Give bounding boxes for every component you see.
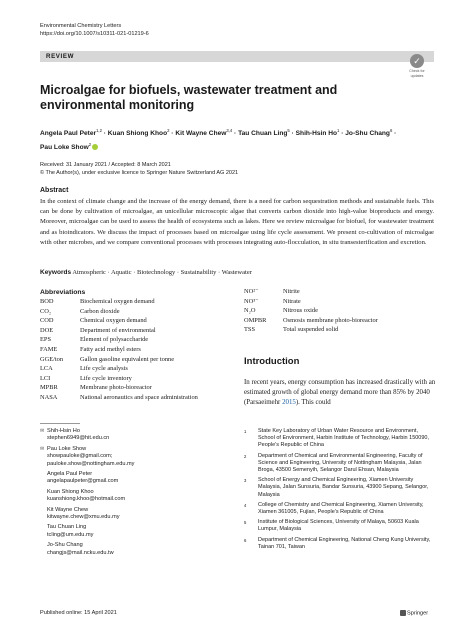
abbreviation-row (244, 316, 378, 326)
check-updates-icon: ✓ (410, 54, 424, 68)
author-affiliation-sup: 5 (287, 128, 290, 133)
envelope-icon: ✉ (40, 428, 45, 434)
contact-email[interactable]: angelapaulpeter@gmail.com (47, 478, 119, 485)
abbreviation-def: Biochemical oxygen demand (80, 298, 155, 305)
affiliation-text: College of Chemistry and Chemical Engineering, Xiamen University, Xiamen 361005, Fujian, People’s Republic of China (258, 501, 424, 516)
article-type-band (40, 51, 434, 62)
abbreviation-term: LCI (40, 374, 51, 382)
citation-link[interactable]: 2015 (282, 399, 296, 407)
check-for-updates-badge[interactable] (404, 54, 430, 80)
contacts-divider (40, 423, 80, 424)
abbreviation-row (40, 297, 198, 307)
affiliation-entry (244, 519, 434, 533)
author-list: Angela Paul Peter$^{1,2}$ · Kuan Shiong Khoo$^2$ · Kit Wayne Chew$^{3,4}$ · Tau Chuan Ling$^5$ · Shih-Hsin $Ho^1 \cdot Jo-Shu$ Chang$^6$ · Pau Loke Show$^2$ (40, 128, 397, 151)
abbreviation-term: COD (40, 317, 54, 325)
abbreviation-row (40, 316, 198, 326)
abbreviation-def: National aeronautics and space administration (80, 393, 198, 401)
affiliation-number: 1 (244, 429, 247, 434)
doi-link[interactable]: https://doi.org/10.1007/s10311-021-01219-6 (40, 31, 149, 37)
affiliation-number: 3 (244, 478, 247, 484)
abbreviation-row (244, 306, 378, 316)
affiliation-entry (244, 537, 434, 551)
author-name[interactable]: Tau Chuan Ling (238, 130, 288, 138)
affiliation-entry (244, 477, 434, 499)
abbreviation-term: NO²⁻ (244, 288, 259, 295)
abbreviation-term: MPBR (40, 384, 58, 392)
abbreviation-row (40, 355, 198, 365)
abbreviation-row (244, 325, 378, 335)
contact-email[interactable]: kitwayne.chew@xmu.edu.my (47, 514, 120, 521)
affiliation-text: School of Energy and Chemical Engineering, Xiamen University Malaysia, Jalan Sunsuria, Bandar Sunsuria, 43900 Sepang, Selangor, Malaysia (258, 477, 429, 498)
contact-name: Pau Loke Show (47, 445, 87, 452)
copyright-line: © The Author(s), under exclusive licence to Springer Nature Switzerland AG 2021 (40, 170, 239, 176)
abbreviation-def: Fatty acid methyl esters (80, 345, 141, 353)
affiliation-entry (244, 453, 434, 475)
contact-email[interactable]: showpauloke@gmail.com; pauloke.show@nottingham.edu.my (47, 453, 135, 467)
author-name[interactable]: Kit Wayne Chew (175, 130, 227, 138)
abbreviation-row (244, 287, 378, 297)
abbreviations-heading: Abbreviations (40, 289, 86, 296)
abbreviations-left-column (40, 297, 198, 403)
journal-name: Environmental Chemistry Letters (40, 23, 122, 29)
affiliation-number: 5 (244, 520, 247, 526)
abbreviation-def: Chemical oxygen demand (80, 317, 147, 325)
author-name[interactable]: Shih-Hsin Ho (295, 130, 338, 138)
contact-name: Kuan Shiong Khoo (47, 488, 94, 495)
affiliation-text: Institute of Biological Sciences, University of Malaya, 50603 Kuala Lumpur, Malaysia (258, 519, 419, 533)
abbreviation-term: CO₂ (40, 307, 52, 315)
abbreviation-term: NO³⁻ (244, 297, 259, 305)
contact-name: Tau Chuan Ling (47, 524, 87, 531)
abbreviation-row (40, 393, 198, 403)
contact-name: Shih-Hsin Ho (47, 428, 80, 434)
abstract-heading: Abstract (40, 187, 69, 194)
contact-email[interactable]: kuanshiong.khoo@hotmail.com (47, 496, 126, 503)
keywords-label: Keywords (40, 269, 72, 276)
abbreviation-row (40, 326, 198, 336)
abbreviation-def: Department of environmental (80, 326, 156, 334)
article-type-label: REVIEW (46, 52, 75, 60)
abbreviation-def: Nitrite (283, 288, 300, 295)
abbreviation-row (40, 335, 198, 345)
abbreviation-term: OMPBR (244, 316, 267, 324)
abbreviation-def: Nitrous oxide (283, 307, 318, 315)
abbreviations-right-column (244, 287, 378, 335)
abbreviation-def: Gallon gasoline equivalent per tonne (80, 355, 175, 363)
affiliation-text: Department of Chemical and Environmental Engineering, Faculty of Science and Engineering, University of Nottingham Malaysia, Jalan Broga, 43500 Semenyih, Selangor Darul Ehsan, Malaysia (258, 452, 423, 474)
keywords-list: Atmospheric · Aquatic · Biotechnology · Sustainability · Wastewater (72, 269, 252, 276)
affiliation-text: Department of Chemical Engineering, National Cheng Kung University, Tainan 701, Taiwan (258, 536, 431, 550)
contact-entry (40, 471, 230, 486)
affiliation-text: State Key Laboratory of Urban Water Resource and Environment, School of Environment, Harbin Institute of Technology, Harbin 150090, People’s Republic of China (258, 428, 430, 449)
abbreviation-term: TSS (244, 326, 256, 334)
abbreviation-def: Life cycle inventory (80, 374, 132, 382)
author-name[interactable]: Angela Paul Peter (40, 130, 97, 138)
orcid-icon[interactable] (92, 144, 98, 150)
abbreviation-row (40, 364, 198, 374)
contact-name: Jo-Shu Chang (47, 542, 83, 549)
contact-entry (40, 489, 230, 504)
affiliation-number: 6 (244, 537, 247, 543)
received-accepted: Received: 31 January 2021 / Accepted: 8 March 2021 (40, 162, 171, 168)
published-date: Published online: 15 April 2021 (40, 610, 117, 616)
abbreviation-term: EPS (40, 336, 52, 344)
abbreviation-def: Life cycle analysis (80, 365, 128, 373)
contact-email[interactable]: tcling@um.edu.my (47, 531, 94, 538)
publisher-mark (400, 610, 428, 616)
abbreviation-row (244, 297, 378, 307)
check-updates-line2: updates (410, 74, 424, 79)
contact-entry (40, 507, 230, 522)
abbreviation-term: DOE (40, 326, 54, 334)
abbreviation-def: Membrane photo-bioreactor (80, 384, 152, 392)
abbreviation-row (40, 307, 198, 317)
contact-list (40, 428, 230, 560)
affiliation-number: 4 (244, 502, 247, 508)
abbreviation-term: LCA (40, 365, 53, 373)
article-dates (40, 161, 238, 177)
contact-entry (40, 542, 230, 557)
abbreviation-row (40, 374, 198, 384)
contact-email[interactable]: changjs@mail.ncku.edu.tw (47, 549, 114, 556)
introduction-heading: Introduction (244, 356, 300, 367)
author-name[interactable]: Kuan Shiong Khoo (107, 130, 168, 138)
abbreviation-def: Carbon dioxide (80, 307, 120, 315)
affiliation-entry (244, 502, 434, 516)
abbreviation-def: Element of polysaccharide (80, 336, 149, 344)
contact-entry (40, 524, 230, 539)
article-title: Microalgae for biofuels, wastewater treatment and environmental monitoring (40, 83, 338, 112)
check-updates-line1: Check for (409, 69, 425, 73)
abbreviation-def: Osmosis membrane photo-bioreactor (283, 316, 378, 324)
author-affiliation-sup: 1,2 (96, 128, 102, 133)
abbreviation-term: GGE/ton (40, 355, 64, 363)
author-name[interactable]: Pau Loke Show (40, 143, 89, 151)
abstract-text: In the context of climate change and the increase of the energy demand, there is a need for carbon sequestration methods and sustainable fuels. This can be done by cultivation of microalgae, an unicellular microscopic algae that converts carbon dioxide into high-value bioproducts and energy. Moreover, microalgae can be used to assess the health of ecosystems such as lakes. Here we review microalgae for biofuel, for wastewater treatment and as bioindicators. We discuss the impact of processes based on microalgae using life cycle assessment. We present co-cultivation of microalgae with other microbes, and we compare conventional processes with processes integrating auto-flocculation, in situ transesterification and excretion. (40, 198, 434, 246)
abbreviation-term: FAME (40, 345, 58, 353)
contact-email[interactable]: stephen6949@hit.edu.cn (47, 435, 110, 442)
abbreviation-term: BOD (40, 298, 54, 305)
author-affiliation-sup: 6 (389, 128, 393, 133)
journal-header (40, 22, 149, 38)
author-name[interactable]: Jo-Shu Chang (345, 130, 390, 138)
affiliation-number: 2 (244, 453, 247, 459)
springer-logo-icon (400, 610, 406, 616)
abbreviation-def: Nitrate (283, 297, 301, 305)
contact-entry (40, 446, 230, 468)
contact-name: Angela Paul Peter (47, 471, 93, 478)
author-affiliation-sup: 3,4 (226, 128, 233, 133)
contact-entry (40, 428, 230, 443)
keywords (40, 269, 434, 276)
abbreviation-term: NASA (40, 393, 58, 401)
abbreviation-term: N₂O (244, 307, 256, 315)
affiliation-entry (244, 428, 434, 450)
publisher-name: Springer (407, 610, 429, 617)
abbreviation-def: Total suspended solid (283, 326, 339, 334)
affiliation-list (244, 428, 434, 554)
introduction-text (244, 378, 436, 409)
contact-name: Kit Wayne Chew (47, 506, 89, 513)
abbreviation-row (40, 383, 198, 393)
author-affiliation-sup: 2 (88, 141, 92, 147)
abbreviation-row (40, 345, 198, 355)
intro-text-end: ). This could (295, 399, 331, 407)
intro-text-start: In recent years, energy consumption has increased drastically with an estimated growth of global energy demand more than 85% by 2040 (Parsaeimehr (244, 379, 436, 407)
envelope-icon: ✉ (40, 445, 45, 452)
author-affiliation-sup: 1 (337, 128, 340, 133)
author-affiliation-sup: 2 (167, 128, 170, 133)
